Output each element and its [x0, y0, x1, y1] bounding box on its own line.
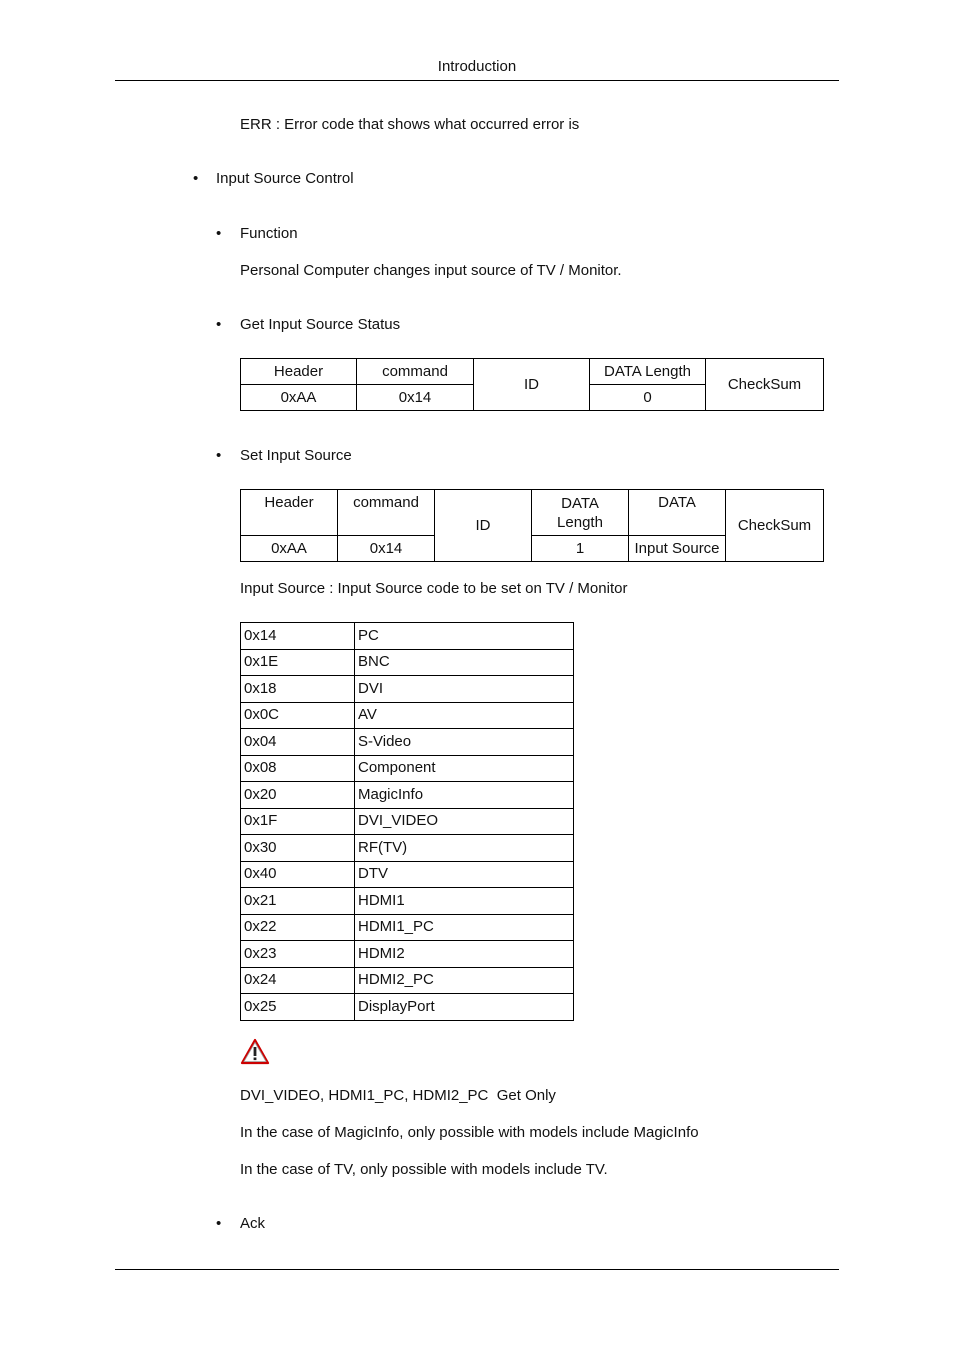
source-name-cell: AV: [355, 702, 574, 729]
source-name-cell: HDMI2: [355, 941, 574, 968]
get-status-label: Get Input Source Status: [240, 316, 401, 333]
table-row: [241, 755, 574, 782]
source-name-cell: RF(TV): [355, 835, 574, 862]
set-source-table: [240, 489, 824, 562]
source-name-cell: DTV: [355, 861, 574, 888]
bullet-marker: •: [216, 1215, 222, 1232]
source-name-cell: HDMI2_PC: [355, 967, 574, 994]
function-label: Function: [240, 225, 298, 242]
code-cell: 0x14: [241, 623, 355, 650]
table-row: [241, 994, 574, 1021]
section-title: Input Source Control: [216, 170, 354, 187]
code-cell: 0x24: [241, 967, 355, 994]
table-row: [241, 649, 574, 676]
table-row: [241, 835, 574, 862]
table-cell: 0xAA: [241, 536, 338, 562]
table-header-cell: command: [357, 359, 474, 385]
warning-icon: [240, 1038, 270, 1066]
source-name-cell: DVI: [355, 676, 574, 703]
code-cell: 0x23: [241, 941, 355, 968]
ack-label: Ack: [240, 1215, 266, 1232]
code-cell: 0x18: [241, 676, 355, 703]
table-header-cell: ID: [474, 359, 590, 411]
table-cell: 0x14: [338, 536, 435, 562]
source-name-cell: MagicInfo: [355, 782, 574, 809]
table-header-cell: command: [338, 490, 435, 536]
table-row: [241, 623, 574, 650]
footer-rule: [115, 1269, 839, 1270]
table-header-cell: Header: [241, 490, 338, 536]
table-row: [241, 861, 574, 888]
bullet-marker: •: [216, 225, 222, 242]
table-row: [241, 967, 574, 994]
source-name-cell: DisplayPort: [355, 994, 574, 1021]
table-row: [241, 914, 574, 941]
table-header-cell: CheckSum: [706, 359, 824, 411]
table-cell: 0x14: [357, 385, 474, 411]
code-cell: 0x21: [241, 888, 355, 915]
table-cell: 0xAA: [241, 385, 357, 411]
input-source-note: Input Source : Input Source code to be set on TV / Monitor: [240, 580, 628, 597]
table-cell: 0: [590, 385, 706, 411]
source-name-cell: DVI_VIDEO: [355, 808, 574, 835]
function-text: Personal Computer changes input source of TV / Monitor.: [240, 262, 622, 279]
bullet-marker: •: [193, 170, 199, 187]
table-cell: Input Source: [629, 536, 726, 562]
warning-line: DVI_VIDEO, HDMI1_PC, HDMI2_PC Get Only: [240, 1087, 556, 1104]
code-cell: 0x22: [241, 914, 355, 941]
table-row: [241, 702, 574, 729]
table-header-cell: DATA Length: [532, 490, 629, 536]
table-row: [241, 808, 574, 835]
bullet-marker: •: [216, 447, 222, 464]
code-cell: 0x25: [241, 994, 355, 1021]
code-cell: 0x04: [241, 729, 355, 756]
code-cell: 0x40: [241, 861, 355, 888]
header-rule: [115, 80, 839, 81]
table-header-cell: CheckSum: [726, 490, 824, 562]
code-cell: 0x30: [241, 835, 355, 862]
table-header-cell: DATA: [629, 490, 726, 536]
table-header-cell: DATA Length: [590, 359, 706, 385]
table-row: [241, 676, 574, 703]
err-description: ERR : Error code that shows what occurred error is: [240, 116, 580, 133]
table-cell: 1: [532, 536, 629, 562]
warning-line: In the case of TV, only possible with models include TV.: [240, 1161, 608, 1178]
table-header-cell: Header: [241, 359, 357, 385]
set-source-label: Set Input Source: [240, 447, 352, 464]
code-cell: 0x1E: [241, 649, 355, 676]
code-cell: 0x1F: [241, 808, 355, 835]
source-name-cell: Component: [355, 755, 574, 782]
source-name-cell: S-Video: [355, 729, 574, 756]
code-cell: 0x08: [241, 755, 355, 782]
input-source-code-table: [240, 622, 574, 1021]
page-header-title: Introduction: [437, 58, 517, 75]
table-row: [241, 782, 574, 809]
source-name-cell: HDMI1: [355, 888, 574, 915]
code-cell: 0x0C: [241, 702, 355, 729]
warning-line: In the case of MagicInfo, only possible with models include MagicInfo: [240, 1124, 699, 1141]
table-row: [241, 729, 574, 756]
source-name-cell: BNC: [355, 649, 574, 676]
code-cell: 0x20: [241, 782, 355, 809]
source-name-cell: HDMI1_PC: [355, 914, 574, 941]
table-header-cell: ID: [435, 490, 532, 562]
bullet-marker: •: [216, 316, 222, 333]
get-status-table: [240, 358, 824, 411]
source-name-cell: PC: [355, 623, 574, 650]
table-row: [241, 888, 574, 915]
table-row: [241, 941, 574, 968]
